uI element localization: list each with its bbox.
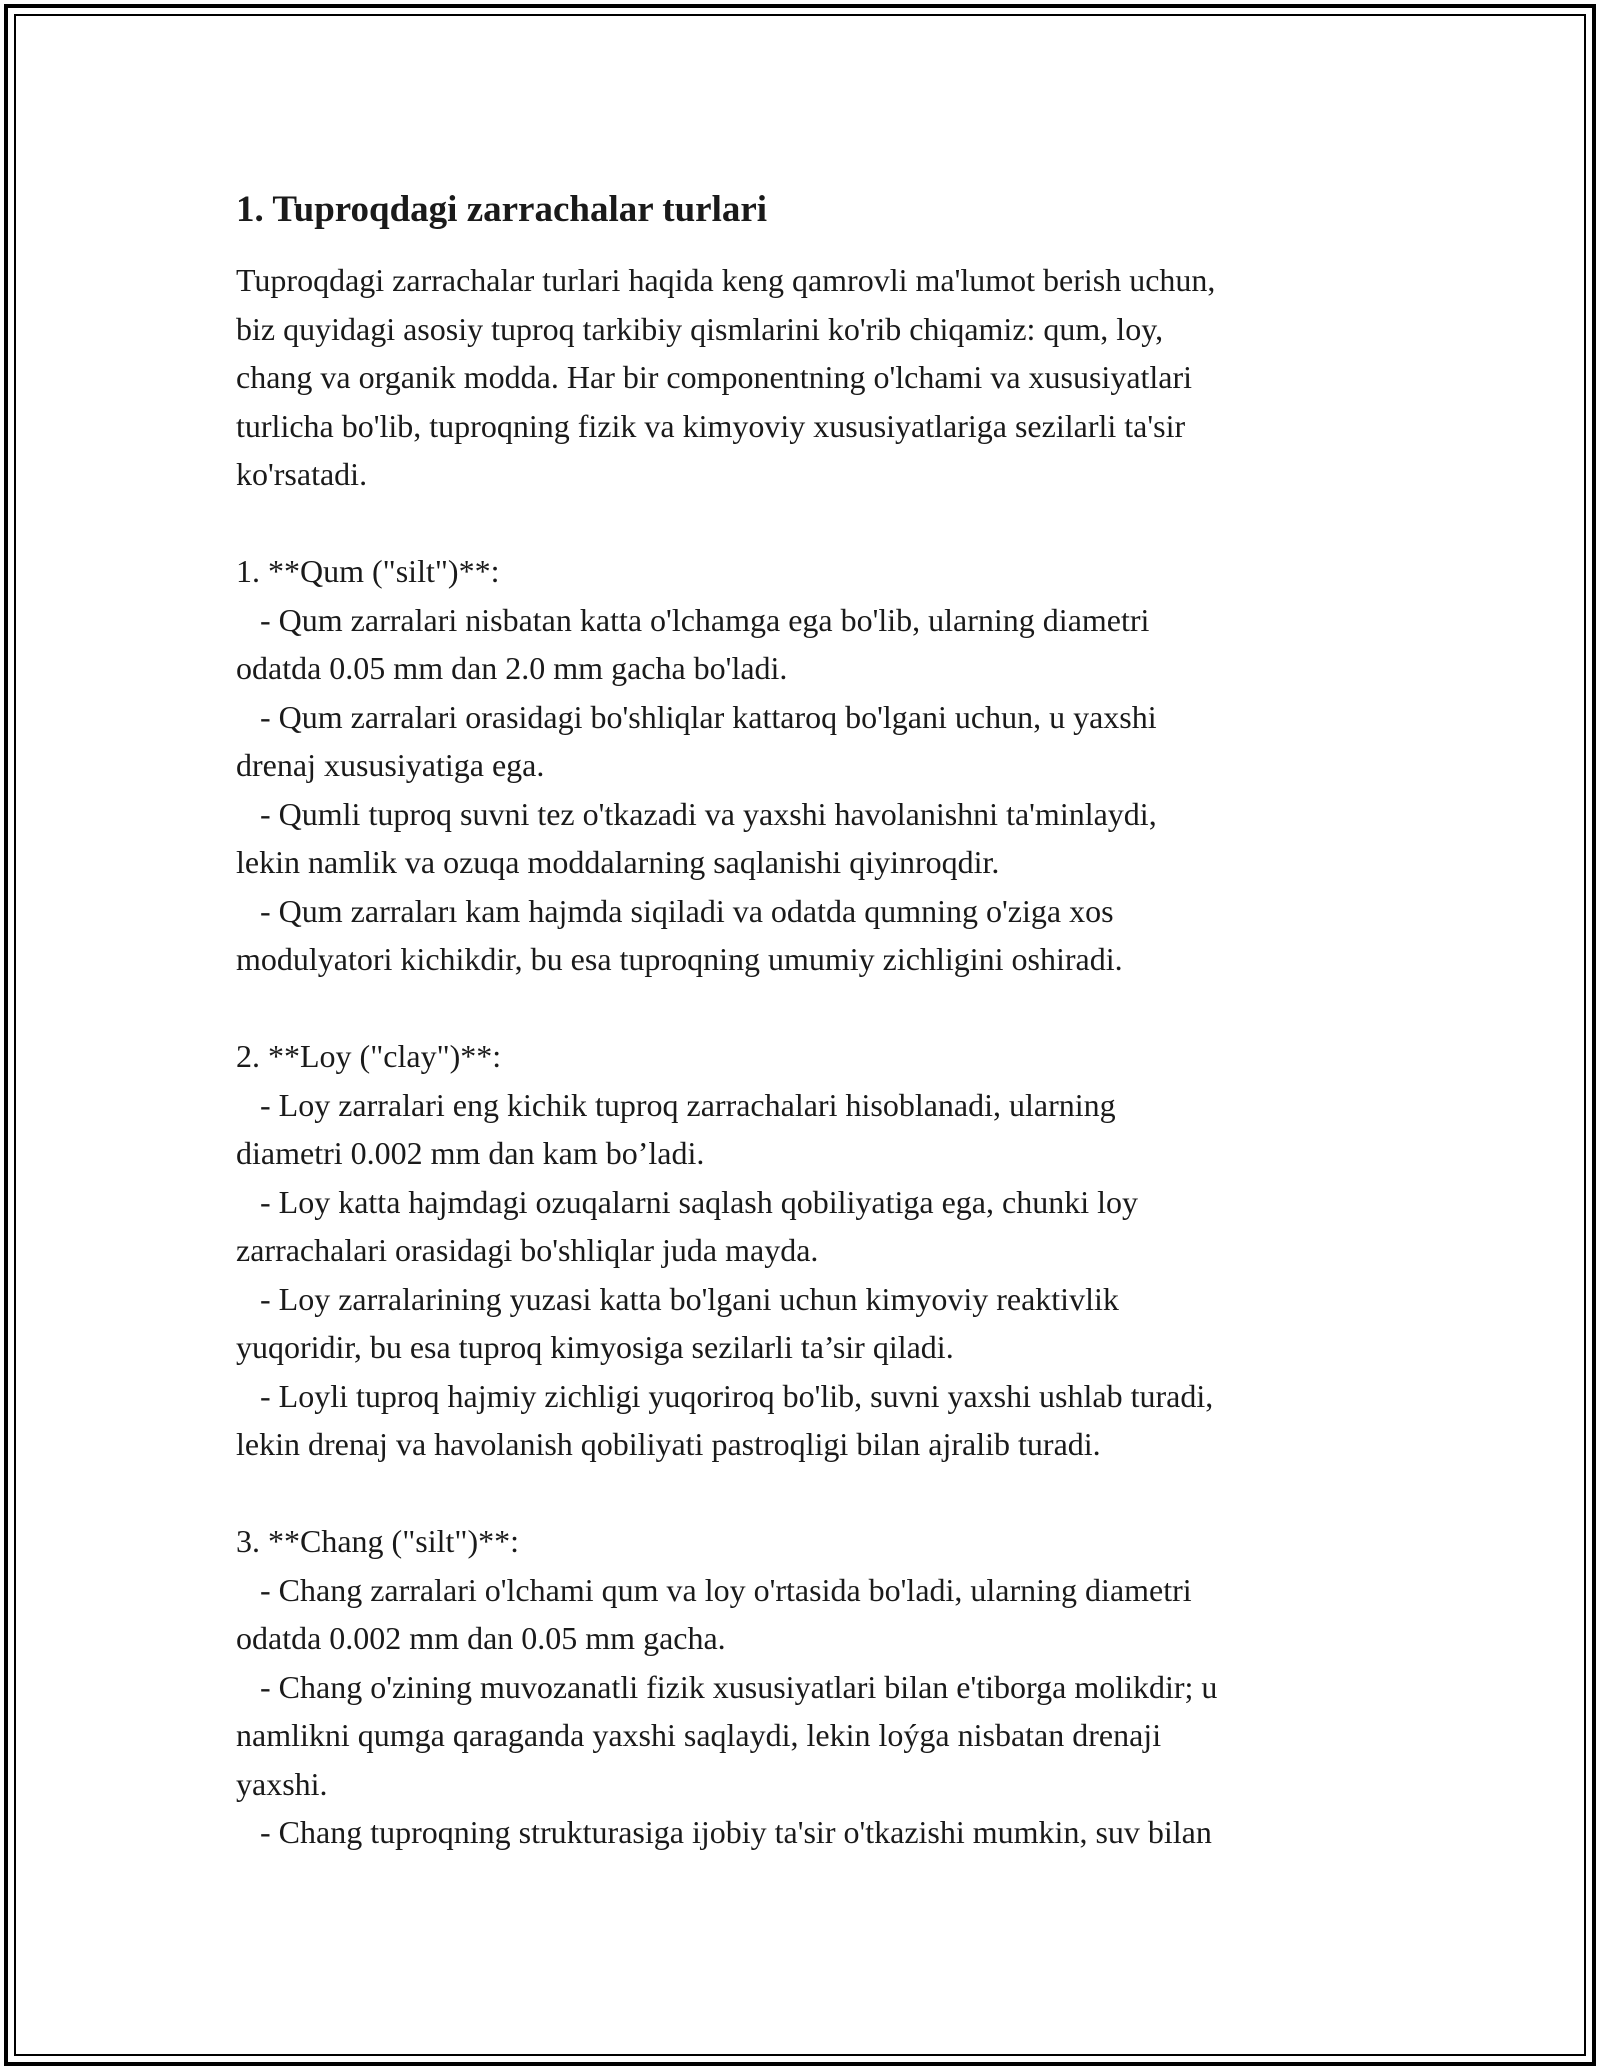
intro-paragraph: Tuproqdagi zarrachalar turlari haqida keng qamrovli ma'lumot berish uchun, biz quyidagi asosiy tuproq tarkibiy qismlarini ko'rib chiqamiz: qum, loy, chang va organik modda. Har bir componentning o'lchami va xususiyatlari turlicha bo'lib, tuproqning fizik va kimyoviy xususiyatlariga sezilarli ta'sir ko'rsatadi. bbox=[236, 262, 1216, 492]
section-title: 2. **Loy ("clay")**: bbox=[236, 1038, 502, 1074]
bullet-item: - Qum zarralari nisbatan katta o'lchamga ega bo'lib, ularning diametri odatda 0.05 mm dan 2.0 mm gacha bo'ladi. bbox=[236, 601, 1150, 686]
bullet-item: - Chang zarralari o'lchami qum va loy o'rtasida bo'ladi, ularning diametri odatda 0.002 mm dan 0.05 mm gacha. bbox=[236, 1571, 1192, 1656]
bullet-item: - Chang tuproqning strukturasiga ijobiy ta'sir o'tkazishi mumkin, suv bilan bbox=[236, 1814, 1212, 1850]
spacer bbox=[236, 1469, 1386, 1518]
spacer bbox=[236, 984, 1386, 1033]
bullet-item: - Loy katta hajmdagi ozuqalarni saqlash qobiliyatiga ega, chunki loy zarrachalari orasidagi bo'shliqlar juda mayda. bbox=[236, 1183, 1138, 1268]
section-qum bbox=[236, 547, 1386, 984]
section-heading: 1. Tuproqdagi zarrachalar turlari bbox=[236, 189, 768, 230]
bullet-item: - Chang o'zining muvozanatli fizik xususiyatlari bilan e'tiborga molikdir; u namlikni qumga qaraganda yaxshi saqlaydi, lekin loýga nisbatan drenaji yaxshi. bbox=[236, 1668, 1218, 1802]
document-body bbox=[236, 186, 1386, 1857]
bullet-item: - Qumli tuproq suvni tez o'tkazadi va yaxshi havolanishni ta'minlaydi, lekin namlik va ozuqa moddalarning saqlanishi qiyinroqdir. bbox=[236, 795, 1157, 880]
section-title: 1. **Qum ("silt")**: bbox=[236, 553, 500, 589]
bullet-item: - Loy zarralarining yuzasi katta bo'lgani uchun kimyoviy reaktivlik yuqoridir, bu esa tuproq kimyosiga sezilarli ta’sir qiladi. bbox=[236, 1280, 1119, 1365]
bullet-item: - Loyli tuproq hajmiy zichligi yuqoriroq bo'lib, suvni yaxshi ushlab turadi, lekin drenaj va havolanish qobiliyati pastroqligi bilan ajralib turadi. bbox=[236, 1377, 1214, 1462]
bullet-item: - Qum zarralari orasidagi bo'shliqlar kattaroq bo'lgani uchun, u yaxshi drenaj xususiyatiga ega. bbox=[236, 698, 1157, 783]
section-title: 3. **Chang ("silt")**: bbox=[236, 1523, 519, 1559]
section-loy bbox=[236, 1032, 1386, 1469]
bullet-item: - Loy zarralari eng kichik tuproq zarrachalari hisoblanadi, ularning diametri 0.002 mm dan kam bo’ladi. bbox=[236, 1086, 1116, 1171]
spacer bbox=[236, 499, 1386, 548]
section-chang bbox=[236, 1517, 1386, 1857]
bullet-item: - Qum zarraları kam hajmda siqiladi va odatda qumning o'ziga xos modulyatori kichikdir, bu esa tuproqning umumiy zichligini oshiradi. bbox=[236, 892, 1123, 977]
